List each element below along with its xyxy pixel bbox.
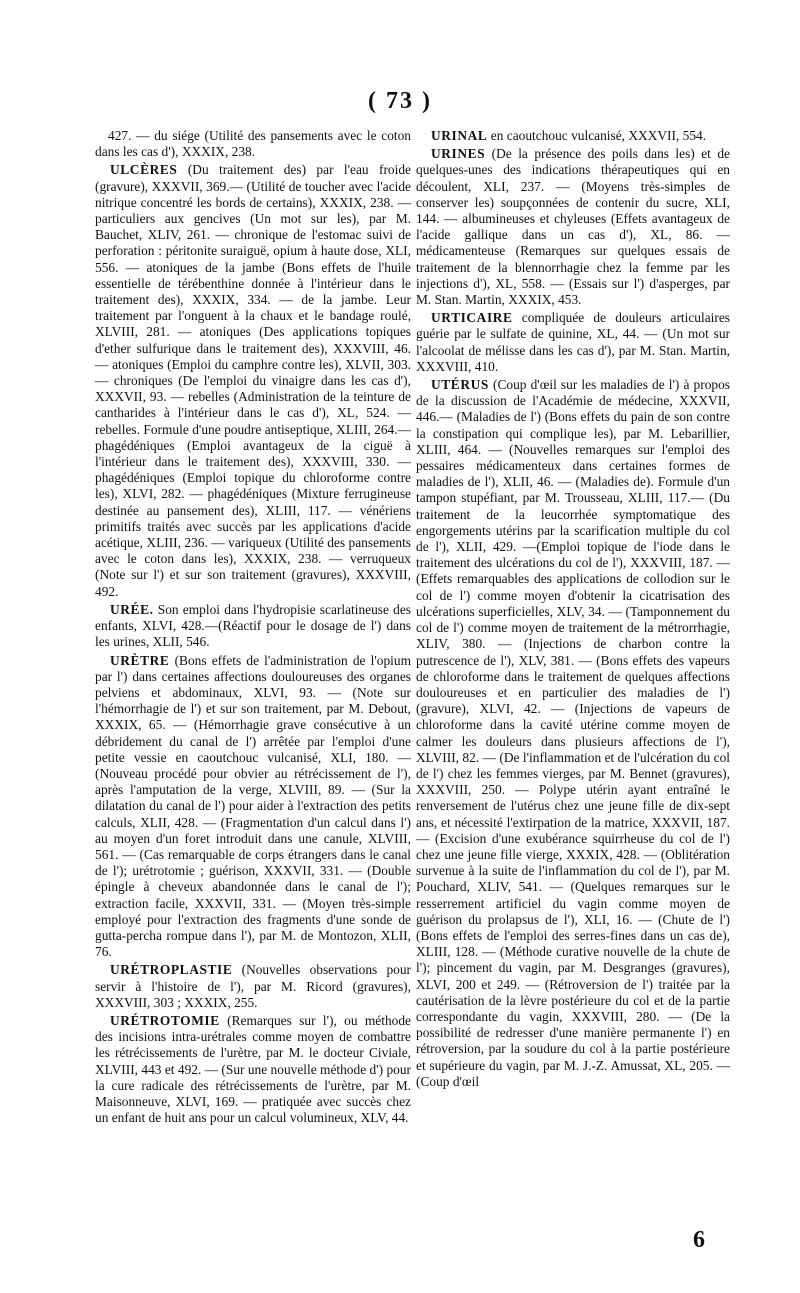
entry-text: (Bons effets de l'administration de l'opium par l') dans certaines affections douloureuses des organes pelviens et abdominaux, XLVI, 93. — (Note sur l'hémorrhagie de l') et sur son traitement, par M. Debout, XXXIX, 65. — (Hémorrhagie grave consécutive à un débridement du canal de l') arrêtée par l'emploi d'une petite vessie en caoutchouc vulcanisé, XLI, 180. —(Nouveau procédé pour obvier au rétrécissement de l'), après l'amputation de la verge, XLVIII, 89. — (Sur la dilatation du canal de l') pour aider à l'extraction des petits calculs, XLII, 428. — (Fragmentation d'un calcul dans l') au moyen d'un foret introduit dans une canule, XLVIII, 561. — (Cas remarquable de corps étrangers dans le canal de l'); urétrotomie ; guérison, XXXVII, 331. — (Double épingle à cheveux abandonnée dans le canal de l'); extraction facile, XXXVII, 331. — (Moyen très-simple employé pour l'extraction des fragments d'une sonde de gutta-percha rompue dans l'), par M. de Montozon, XLII, 76. bbox=[95, 652, 411, 960]
entry-headword: URÉTROPLASTIE bbox=[110, 962, 233, 978]
index-entry bbox=[95, 962, 411, 1011]
index-entry bbox=[95, 128, 411, 160]
entry-text: (Coup d'œil sur les maladies de l') à propos de la discussion de l'Académie de médecine, XXXVII, 446.— (Maladies de l') (Bons effets du pain de son contre la constipation qui complique les), par M. Lebarillier, XLIII, 464. — (Nouvelles remarques sur l'emploi des pessaires médicamenteux dans certaines formes de maladies de l'), XLII, 46. — (Maladies de). Formule d'un tampon stupéfiant, par M. Trousseau, XLIII, 117.— (Du traitement de la leucorrhée symptomatique des engorgements utérins par la scarification multiple du col de l'), XLII, 429. —(Emploi topique de l'iode dans le traitement des ulcérations du col de l'), XXXVIII, 187. — (Effets remarquables des applications de collodion sur le col de l') comme moyen d'obtenir la cicatrisation des ulcérations superficielles, XLV, 34. — (Tamponnement du col de l') comme moyen de traitement de la métrorrhagie, XLIV, 380. — (Injections de charbon contre la putrescence de l'), XLV, 381. — (Bons effets des vapeurs de chloroforme dans le traitement de quelques affections douloureuses et en particulier des maladies de l') (gravure), XLVI, 42. — (Injections de vapeurs de chloroforme dans la cavité utérine comme moyen de calmer les douleurs dans plusieurs affections de l'), XLVIII, 82. — (De l'inflammation et de l'ulcération du col de l') chez les femmes vierges, par M. Bennet (gravures), XXXVIII, 250. — Polype utérin ayant entraîné le renversement de l'utérus chez une jeune fille de dix-sept ans, et nécessité l'extirpation de la matrice, XXXVII, 187. — (Excision d'une exubérance squirrheuse du col de l') chez une jeune fille vierge, XXXIX, 428. — (Oblitération survenue à la suite de l'inflammation du col de l'), par M. Pouchard, XLIV, 541. — (Quelques remarques sur le resserrement artificiel du vagin comme moyen de guérison du prolapsus de l'), XLI, 16. — (Chute de l') (Bons effets de l'emploi des serres-fines dans un cas de), XLIII, 128. — (Méthode curative nouvelle de la chute de l'); pincement du vagin, par M. Desgranges (gravures), XLVI, 200 et 249. — (Rétroversion de l') traitée par la cautérisation de la lèvre postérieure du col et de la partie correspondante du vagin, XXXVIII, 280. — (De la possibilité de redresser d'une manière permanente l') en rétroversion, par la soudure du col à la partie postérieure et supérieure du vagin, par M. J.-Z. Amussat, XL, 205. — (Coup d'œil bbox=[416, 377, 730, 1089]
left-column bbox=[95, 128, 411, 1128]
index-entry bbox=[416, 377, 730, 1090]
entry-text: (Remarques sur l'), ou méthode des incisions intra-urétrales comme moyen de combattre les rétrécissements de l'urètre, par M. le docteur Civiale, XLVIII, 443 et 492. — (Sur une nouvelle méthode d') pour la cure radicale des rétrécissements de l'urètre, par M. Maisonneuve, XLVI, 169. — pratiquée avec succès chez un enfant de huit ans pour un calcul volumineux, XLV, 44. bbox=[95, 1012, 411, 1126]
entry-headword: URINAL bbox=[431, 128, 488, 143]
entry-headword: URÈTRE bbox=[110, 652, 170, 668]
signature-mark: 6 bbox=[693, 1227, 705, 1253]
index-entry bbox=[95, 162, 411, 599]
entry-headword: URÉTROTOMIE bbox=[110, 1012, 220, 1028]
index-entry bbox=[416, 128, 730, 144]
page-number: ( 73 ) bbox=[368, 88, 432, 114]
entry-headword: UTÉRUS bbox=[431, 377, 489, 393]
index-entry bbox=[95, 653, 411, 961]
index-entry bbox=[416, 310, 730, 375]
entry-headword: ULCÈRES bbox=[110, 162, 178, 178]
entry-headword: URINES bbox=[431, 146, 486, 162]
index-entry bbox=[95, 1013, 411, 1126]
entry-text: Son emploi dans l'hydropisie scarlatineuse des enfants, XLVI, 428.—(Réactif pour le dosage de l') dans les urines, XLII, 546. bbox=[95, 601, 411, 650]
entry-text: en caoutchouc vulcanisé, XXXVII, 554. bbox=[487, 128, 707, 143]
entry-text: (Nouvelles observations pour servir à l'histoire de l'), par M. Ricord (gravures), XXXVIII, 303 ; XXXIX, 255. bbox=[95, 962, 411, 1010]
right-column bbox=[416, 128, 730, 1092]
entry-text: (Du traitement des) par l'eau froide (gravure), XXXVII, 369.— (Utilité de toucher avec l'acide nitrique concentré les bords de certains), XXXIX, 238. — particuliers aux gencives (Un mot sur les), par M. Bauchet, XLIV, 261. — chronique de l'estomac suivi de perforation : péritonite suraiguë, opium à haute dose, XLI, 556. — atoniques de la jambe (Bons effets de l'huile essentielle de térébenthine donnée à l'intérieur dans le traitement des), XXXIX, 334. — de la jambe. Leur traitement par l'onguent à la chaux et le bandage roulé, XLVIII, 281. — atoniques (Des applications topiques d'ether sulfurique dans le traitement des), XXXVIII, 46. — atoniques (Emploi du camphre contre les), XLVII, 303. — chroniques (De l'emploi du vinaigre dans les cas d'), XXXVII, 93. — rebelles (Administration de la teinture de cantharides à l'intérieur dans le cas d'), XL, 524. — rebelles. Formule d'une poudre antiseptique, XLIII, 264.— phagédéniques (Emploi avantageux de la ciguë à l'intérieur dans le traitement des), XXXVIII, 330. — phagédéniques (Emploi topique du chloroforme contre les), XLVI, 282. — phagédéniques (Mixture ferrugineuse destinée au pansement des), XLIII, 117. — vénériens primitifs traités avec succès par les applications d'acide acétique, XLIII, 236. — variqueux (Utilité des pansements avec le coton dans les), XXXIX, 238. — verruqueux (Note sur l') et sur son traitement (gravures), XXXVIII, 492. bbox=[95, 162, 411, 599]
entry-headword: URÉE. bbox=[110, 601, 154, 617]
entry-headword: URTICAIRE bbox=[431, 310, 513, 326]
entry-text: compliquée de douleurs articulaires guérie par le sulfate de quinine, XL, 44. — (Un mot sur l'alcoolat de mélisse dans les cas d'), par M. Stan. Martin, XXXVIII, 410. bbox=[416, 310, 730, 374]
entry-text: (De la présence des poils dans les) et de quelques-unes des indications thérapeutiques qui en découlent, XLI, 237. — (Moyens très-simples de conserver les) soupçonnées de contenir du sucre, XLI, 144. — albumineuses et chyleuses (Effets avantageux de l'acide gallique dans un cas d'), XL, 86. — médicamenteuse (Remarques sur quelques essais de traitement de la blennorrhagie chez la femme par les injections d'), XL, 558. — (Essais sur l') d'asperges, par M. Stan. Martin, XXXIX, 453. bbox=[416, 146, 730, 308]
index-entry bbox=[416, 146, 730, 308]
entry-text: 427. — du siége (Utilité des pansements avec le coton dans les cas d'), XXXIX, 238. bbox=[95, 128, 411, 160]
index-entry bbox=[95, 602, 411, 651]
